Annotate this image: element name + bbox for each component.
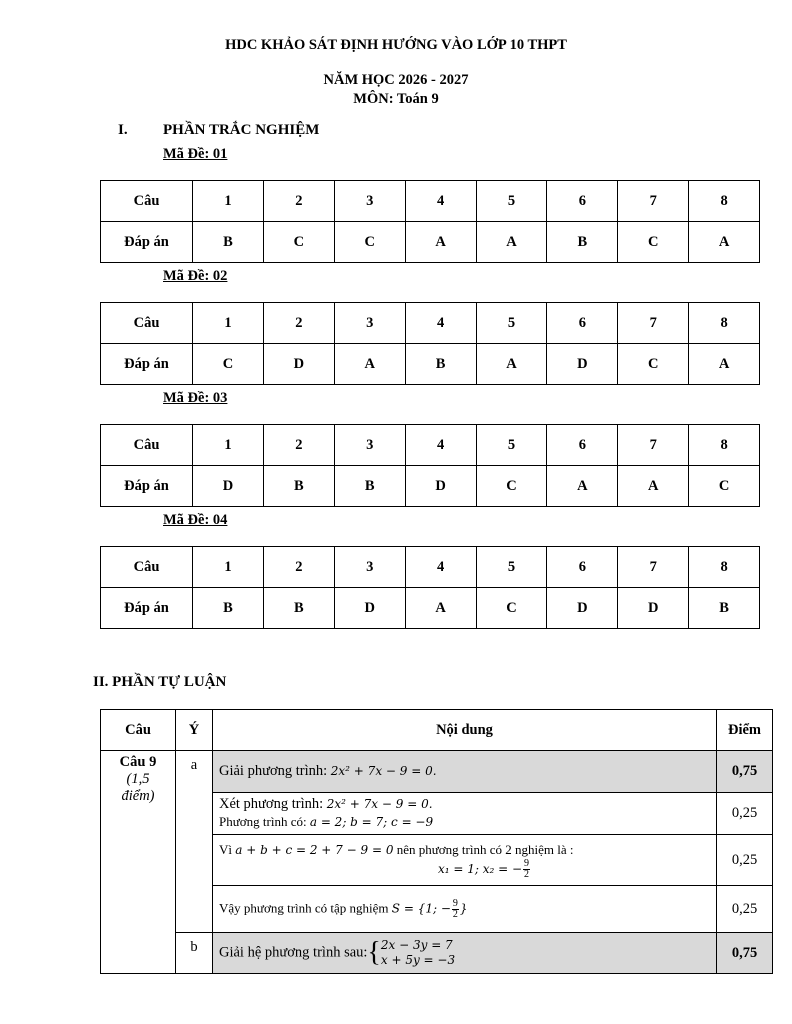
answer-cell: B — [547, 222, 618, 263]
exam-code-3: Mã Đề: 03 — [163, 390, 228, 406]
answer-cell: C — [476, 588, 547, 629]
part-b-task-text: Giải hệ phương trình sau: — [219, 944, 368, 961]
row-9b-task — [101, 933, 773, 974]
answer-table-1 — [100, 180, 760, 263]
answer-cell: D — [618, 588, 689, 629]
answer-cell: A — [689, 222, 760, 263]
question-number: 3 — [334, 425, 405, 466]
header-score: Điểm — [717, 710, 773, 751]
step-2-math-1: a + b + c = 2 + 7 − 9 = 0 — [235, 842, 394, 857]
essay-header-row — [101, 710, 773, 751]
question-number: 7 — [618, 181, 689, 222]
part-a-task — [213, 751, 717, 793]
step-1-text: Xét phương trình: — [219, 796, 327, 812]
question-number: 8 — [689, 303, 760, 344]
question-number: 5 — [476, 547, 547, 588]
part-a-label: a — [176, 751, 213, 933]
answer-row — [101, 222, 760, 263]
header-line-2: NĂM HỌC 2026 - 2027 — [323, 72, 469, 88]
essay-answer-table — [100, 709, 773, 974]
answer-cell: C — [334, 222, 405, 263]
answer-row-label: Đáp án — [101, 466, 193, 507]
question-number: 7 — [618, 303, 689, 344]
question-row-label: Câu — [101, 181, 193, 222]
step-1-math: 2x² + 7x − 9 = 0. — [326, 797, 433, 811]
question-number: 8 — [689, 547, 760, 588]
question-number: 6 — [547, 181, 618, 222]
answer-cell: C — [618, 222, 689, 263]
answer-table-4 — [100, 546, 760, 629]
question-number: 4 — [405, 181, 476, 222]
answer-cell: A — [547, 466, 618, 507]
question-number: 7 — [618, 547, 689, 588]
question-number: 3 — [334, 181, 405, 222]
step-1-content — [213, 793, 717, 835]
exam-code-2: Mã Đề: 02 — [163, 268, 228, 284]
question-row-label: Câu — [101, 303, 193, 344]
step-2-frac-num: 9 — [524, 857, 530, 869]
answer-cell: C — [476, 466, 547, 507]
step-2-score: 0,25 — [717, 835, 773, 886]
answer-row-label: Đáp án — [101, 222, 193, 263]
section-2-title: II. PHẦN TỰ LUẬN — [93, 674, 227, 690]
answer-cell: D — [334, 588, 405, 629]
question-number: 7 — [618, 425, 689, 466]
answer-cell: A — [476, 344, 547, 385]
step-1-line2-math: a = 2; b = 7; c = −9 — [309, 815, 434, 829]
answer-row — [101, 344, 760, 385]
question-9-points-line1: (1,5 — [126, 771, 150, 787]
part-a-task-math: 2x² + 7x − 9 = 0. — [330, 764, 437, 778]
question-row — [101, 425, 760, 466]
question-number: 4 — [405, 425, 476, 466]
header-line-1: HDC KHẢO SÁT ĐỊNH HƯỚNG VÀO LỚP 10 THPT — [225, 37, 567, 53]
question-number: 2 — [263, 303, 334, 344]
question-number: 8 — [689, 425, 760, 466]
step-2-content — [213, 835, 717, 886]
question-number: 6 — [547, 547, 618, 588]
answer-cell: B — [263, 588, 334, 629]
step-2-roots: x₁ = 1; x₂ = − — [437, 861, 523, 876]
question-number: 5 — [476, 303, 547, 344]
answer-table-2 — [100, 302, 760, 385]
answer-cell: D — [547, 344, 618, 385]
answer-cell: D — [547, 588, 618, 629]
answer-row — [101, 466, 760, 507]
answer-cell: B — [263, 466, 334, 507]
answer-cell: A — [618, 466, 689, 507]
equation-system — [381, 938, 455, 968]
question-number: 4 — [405, 303, 476, 344]
question-number: 6 — [547, 425, 618, 466]
answer-cell: D — [405, 466, 476, 507]
part-b-task-score: 0,75 — [717, 933, 773, 974]
question-number: 4 — [405, 547, 476, 588]
answer-cell: D — [193, 466, 264, 507]
part-a-task-score: 0,75 — [717, 751, 773, 793]
answer-cell: C — [689, 466, 760, 507]
header-question: Câu — [101, 710, 176, 751]
question-number: 3 — [334, 547, 405, 588]
equation-1: 2x − 3y = 7 — [380, 938, 453, 952]
section-1-title: PHẦN TRẮC NGHIỆM — [163, 122, 320, 138]
step-1-score: 0,25 — [717, 793, 773, 835]
answer-cell: A — [476, 222, 547, 263]
answer-cell: B — [405, 344, 476, 385]
equation-2: x + 5y = −3 — [380, 953, 456, 967]
answer-table-3 — [100, 424, 760, 507]
answer-cell: B — [334, 466, 405, 507]
header-content: Nội dung — [213, 710, 717, 751]
answer-row-label: Đáp án — [101, 344, 193, 385]
answer-cell: C — [618, 344, 689, 385]
answer-cell: D — [263, 344, 334, 385]
answer-cell: B — [193, 588, 264, 629]
row-9a-task — [101, 751, 773, 793]
question-number: 5 — [476, 181, 547, 222]
answer-cell: B — [689, 588, 760, 629]
answer-cell: C — [193, 344, 264, 385]
question-number: 6 — [547, 303, 618, 344]
part-b-label: b — [176, 933, 213, 974]
question-row-label: Câu — [101, 425, 193, 466]
question-number: 1 — [193, 547, 264, 588]
question-number: 1 — [193, 181, 264, 222]
question-number: 5 — [476, 425, 547, 466]
answer-cell: A — [405, 588, 476, 629]
answer-cell: B — [193, 222, 264, 263]
part-b-task — [213, 933, 717, 974]
step-3-close-brace: } — [459, 900, 468, 915]
step-2-text-2: nên phương trình có 2 nghiệm là : — [393, 841, 574, 857]
section-1-number: I. — [118, 122, 128, 138]
header-part: Ý — [176, 710, 213, 751]
question-number: 8 — [689, 181, 760, 222]
question-9-cell — [101, 751, 176, 974]
step-3-fraction — [452, 899, 459, 920]
step-2-frac-den: 2 — [524, 868, 530, 880]
system-brace: { — [367, 937, 381, 968]
answer-cell: A — [334, 344, 405, 385]
step-1-line2-text: Phương trình có: — [219, 814, 310, 829]
question-row — [101, 303, 760, 344]
question-9-points — [101, 771, 175, 805]
step-3-frac-num: 9 — [452, 897, 458, 909]
step-3-frac-den: 2 — [452, 908, 458, 920]
question-row — [101, 547, 760, 588]
question-9-points-line2: điểm) — [121, 788, 155, 804]
exam-code-4: Mã Đề: 04 — [163, 512, 228, 528]
question-9-label: Câu 9 — [119, 754, 157, 770]
step-3-math: S = {1; − — [391, 900, 451, 915]
question-number: 2 — [263, 547, 334, 588]
question-number: 3 — [334, 303, 405, 344]
step-2-fraction — [523, 859, 530, 880]
question-number: 1 — [193, 425, 264, 466]
answer-row-label: Đáp án — [101, 588, 193, 629]
question-number: 2 — [263, 425, 334, 466]
part-a-task-text: Giải phương trình: — [219, 763, 331, 779]
question-number: 1 — [193, 303, 264, 344]
exam-code-1: Mã Đề: 01 — [163, 146, 228, 162]
step-2-text-1: Vì — [219, 841, 236, 857]
answer-cell: A — [689, 344, 760, 385]
answer-cell: A — [405, 222, 476, 263]
question-number: 2 — [263, 181, 334, 222]
header-line-3: MÔN: Toán 9 — [353, 91, 439, 107]
step-3-content — [213, 886, 717, 933]
answer-cell: C — [263, 222, 334, 263]
step-3-text: Vậy phương trình có tập nghiệm — [219, 899, 392, 915]
step-3-score: 0,25 — [717, 886, 773, 933]
question-row-label: Câu — [101, 547, 193, 588]
answer-row — [101, 588, 760, 629]
question-row — [101, 181, 760, 222]
